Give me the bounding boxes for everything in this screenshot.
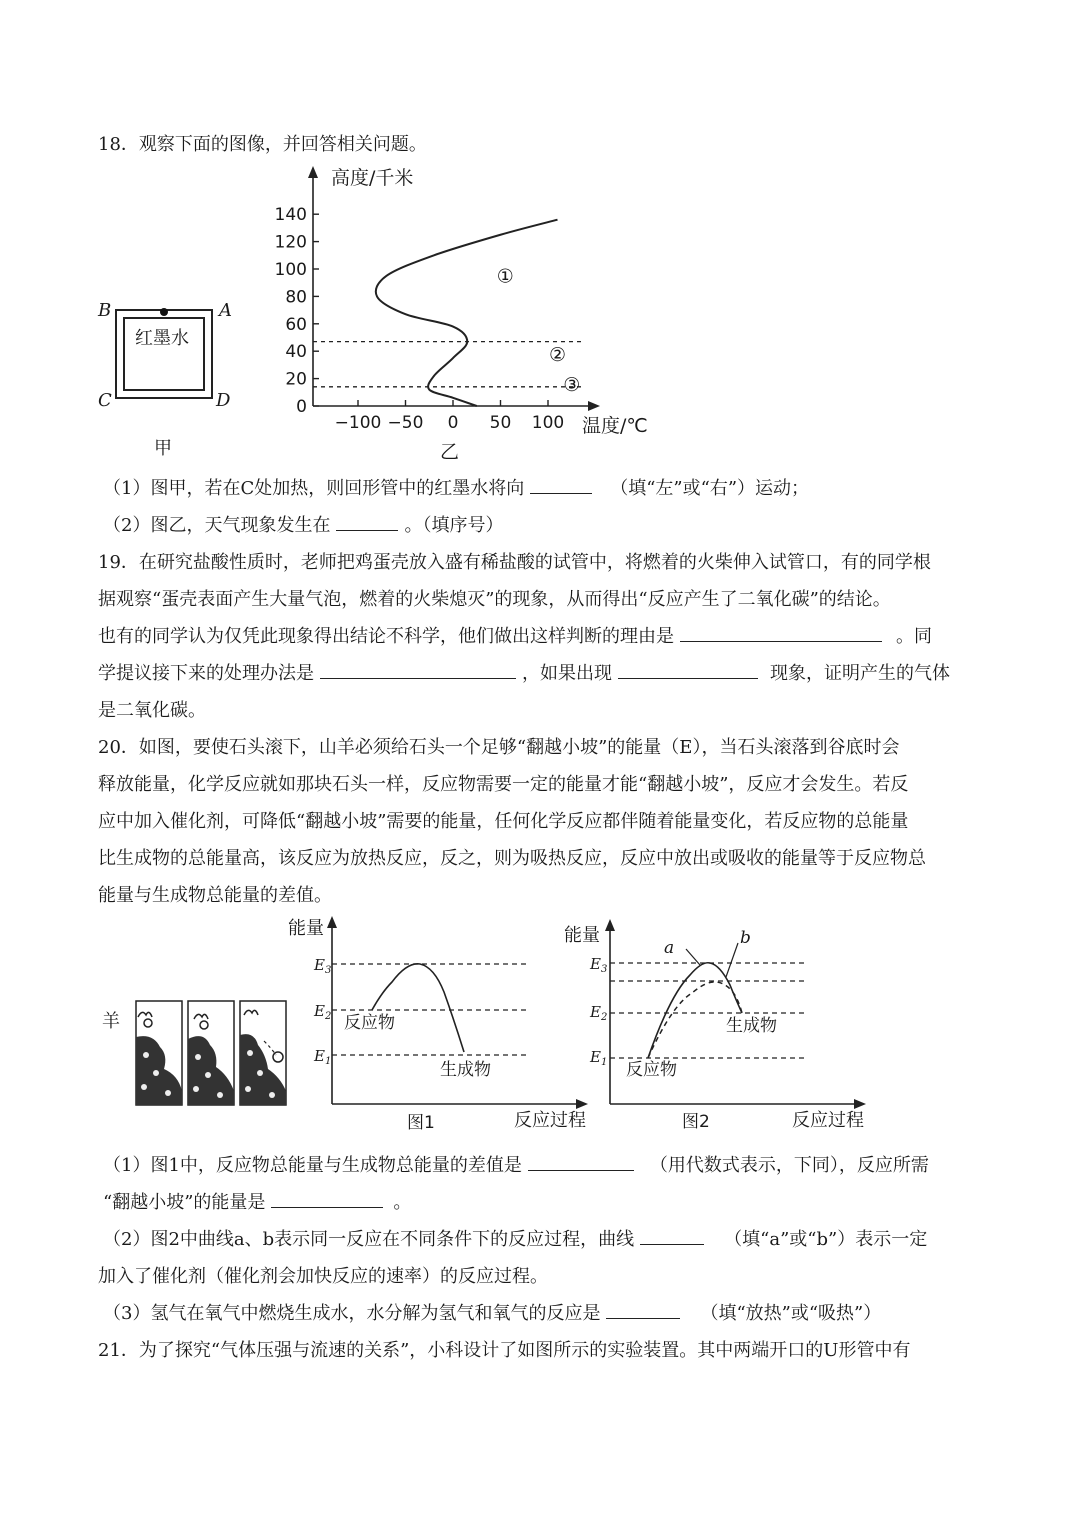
figure-jia: [92, 296, 242, 466]
q20-sub2-text-b: （填“a”或“b”）表示一定: [724, 1229, 928, 1250]
panel-1: [136, 1001, 182, 1105]
q19-line2: 据观察“蛋壳表面产生大量气泡，燃着的火柴熄灭”的现象，从而得出“反应产生了二氧化碳”的结论。: [98, 589, 891, 610]
fig2-caption: 图2: [682, 1112, 710, 1132]
q20-line5: 能量与生成物总能量的差值。: [98, 885, 332, 906]
q19-line4-text-c: 现象，证明产生的气体: [770, 663, 950, 684]
q18-title: 18．观察下面的图像，并回答相关问题。: [98, 134, 427, 155]
x-axis-label: 温度/℃: [582, 415, 648, 437]
q19-line4-text-b: ，如果出现: [522, 663, 612, 684]
y-tick-label: 120: [274, 232, 307, 253]
q18-sub2: [103, 511, 503, 537]
goat-label: 羊: [102, 1011, 120, 1032]
panel-2: [188, 1001, 234, 1105]
ink-drop: [160, 308, 168, 316]
fig2-reactant-label: 反应物: [626, 1060, 677, 1080]
q20-line1: 20．如图，要使石头滚下，山羊必须给石头一个足够“翻越小坡”的能量（E），当石头滚落到谷底时会: [98, 737, 900, 758]
q18-sub2-text-a: （2）图乙，天气现象发生在: [103, 515, 331, 536]
q20-line2: 释放能量，化学反应就如那块石头一样，反应物需要一定的能量才能“翻越小坡”，反应才会发生。若反: [98, 774, 909, 795]
q20-sub1-text-a: （1）图1中，反应物总能量与生成物总能量的差值是: [103, 1155, 522, 1176]
q18-sub2-text-b: 。（填序号）: [404, 515, 504, 536]
q19-line3-text-a: 也有的同学认为仅凭此现象得出结论不科学，他们做出这样判断的理由是: [98, 626, 674, 647]
fig2-curve-b-label: b: [740, 928, 751, 948]
fig2-curve-a-label: a: [664, 938, 675, 958]
fig2-xlabel: 反应过程: [792, 1110, 864, 1131]
fig1-e3: $E_3$: [314, 956, 332, 976]
q20-sub3-text-a: （3）氢气在氧气中燃烧生成水，水分解为氢气和氧气的反应是: [103, 1303, 601, 1324]
panel-3: [240, 1001, 286, 1105]
x-tick-label: 0: [447, 413, 459, 433]
q20-line3: 应中加入催化剂，可降低“翻越小坡”需要的能量，任何化学反应都伴随着能量变化，若反应物的总能量: [98, 811, 909, 832]
fig2-e2: $E_2$: [590, 1003, 608, 1023]
q19-reason-blank[interactable]: [680, 623, 882, 642]
temperature-curve: [376, 220, 558, 406]
x-tick-label: 50: [489, 413, 512, 433]
y-axis-label: 高度/千米: [331, 167, 414, 189]
q20-sub3-answer-blank[interactable]: [606, 1300, 680, 1319]
region-label: ①: [496, 265, 514, 288]
q20-sub1-diff-blank[interactable]: [528, 1152, 634, 1171]
ink-label: 红墨水: [135, 328, 189, 349]
corner-d: D: [216, 390, 231, 411]
q18-sub1-text-a: （1）图甲，若在C处加热，则回形管中的红墨水将向: [103, 478, 525, 499]
y-tick-label: 140: [274, 205, 307, 226]
q20-sub2-line1: [103, 1225, 927, 1251]
region-label: ③: [563, 373, 581, 396]
q19-method-blank[interactable]: [320, 660, 516, 679]
q20-sub1-line2: [103, 1188, 411, 1214]
y-tick-label: 100: [274, 260, 307, 280]
q20-sub1-line1: [103, 1151, 929, 1177]
fig1-caption: 图1: [407, 1113, 435, 1133]
q19-line1: 19．在研究盐酸性质时，老师把鸡蛋壳放入盛有稀盐酸的试管中，将燃着的火柴伸入试管口，有的同学根: [98, 552, 931, 573]
q20-sub1-text-d: 。: [393, 1192, 412, 1213]
y-axis-arrow: [308, 166, 318, 178]
fig1-reactant-label: 反应物: [344, 1013, 395, 1033]
x-axis-arrow: [588, 401, 600, 411]
fig2-product-label: 生成物: [726, 1016, 777, 1036]
fig1-e1: $E_1$: [314, 1047, 332, 1067]
q20-sub1-text-b: （用代数式表示，下同），反应所需: [649, 1155, 929, 1176]
q18-sub1-text-b: （填“左”或“右”）运动；: [610, 478, 810, 499]
fig2-ylabel: 能量: [564, 925, 600, 946]
fig1-xlabel: 反应过程: [514, 1110, 586, 1131]
y-tick-label: 80: [285, 287, 307, 308]
fig2-curve-a: [648, 963, 742, 1058]
x-tick-label: −100: [334, 413, 382, 433]
q20-sub2-text-a: （2）图2中曲线a、b表示同一反应在不同条件下的反应过程，曲线: [103, 1229, 635, 1250]
chart-caption: 乙: [440, 441, 460, 463]
q19-line4: [98, 659, 950, 685]
x-tick-label: −50: [387, 413, 424, 433]
chart-axes: [308, 166, 600, 411]
q20-sub1-text-c: “翻越小坡”的能量是: [103, 1192, 266, 1213]
q21-line1: 21．为了探究“气体压强与流速的关系”，小科设计了如图所示的实验装置。其中两端开口的U形管中有: [98, 1340, 911, 1361]
fig2-e3: $E_3$: [590, 955, 608, 975]
corner-a: A: [219, 300, 232, 321]
y-tick-label: 40: [285, 342, 307, 363]
q20-sub2-curve-blank[interactable]: [640, 1226, 704, 1245]
y-tick-label: 20: [285, 369, 307, 390]
q20-sub3-line: [103, 1299, 881, 1325]
q20-sub1-energy-blank[interactable]: [271, 1189, 383, 1208]
corner-b: B: [98, 300, 112, 321]
fig2-e1: $E_1$: [590, 1048, 608, 1068]
q19-line4-text-a: 学提议接下来的处理办法是: [98, 663, 314, 684]
energy-figure-1: [282, 912, 592, 1137]
outer-tube: [116, 310, 212, 398]
fig1-e2: $E_2$: [314, 1002, 332, 1022]
caption-jia: 甲: [154, 438, 172, 459]
q19-line3-text-b: 。同: [896, 626, 932, 647]
q18-sub2-answer-blank[interactable]: [336, 512, 398, 531]
energy-figure-2: [560, 915, 880, 1137]
q19-line5: 是二氧化碳。: [98, 700, 206, 721]
q19-phenomenon-blank[interactable]: [618, 660, 758, 679]
region-label: ②: [548, 343, 567, 366]
q20-sub2-line2: 加入了催化剂（催化剂会加快反应的速率）的反应过程。: [98, 1266, 548, 1287]
q20-sub3-text-b: （填“放热”或“吸热”）: [700, 1303, 882, 1324]
figure-yi-chart: [270, 160, 670, 470]
y-tick-label: 60: [285, 314, 307, 335]
fig1-ylabel: 能量: [288, 918, 324, 939]
q18-sub1-answer-blank[interactable]: [530, 475, 592, 494]
y-tick-label: 0: [296, 397, 307, 417]
fig1-product-label: 生成物: [440, 1060, 491, 1080]
q18-sub1: [103, 474, 809, 500]
q20-line4: 比生成物的总能量高，该反应为放热反应，反之，则为吸热反应，反应中放出或吸收的能量等于反应物总: [98, 848, 926, 869]
corner-c: C: [98, 390, 112, 411]
goat-rock-illustration: [98, 995, 293, 1110]
fig1-curve: [372, 964, 464, 1052]
q19-line3: [98, 622, 932, 648]
x-tick-label: 100: [531, 413, 565, 433]
